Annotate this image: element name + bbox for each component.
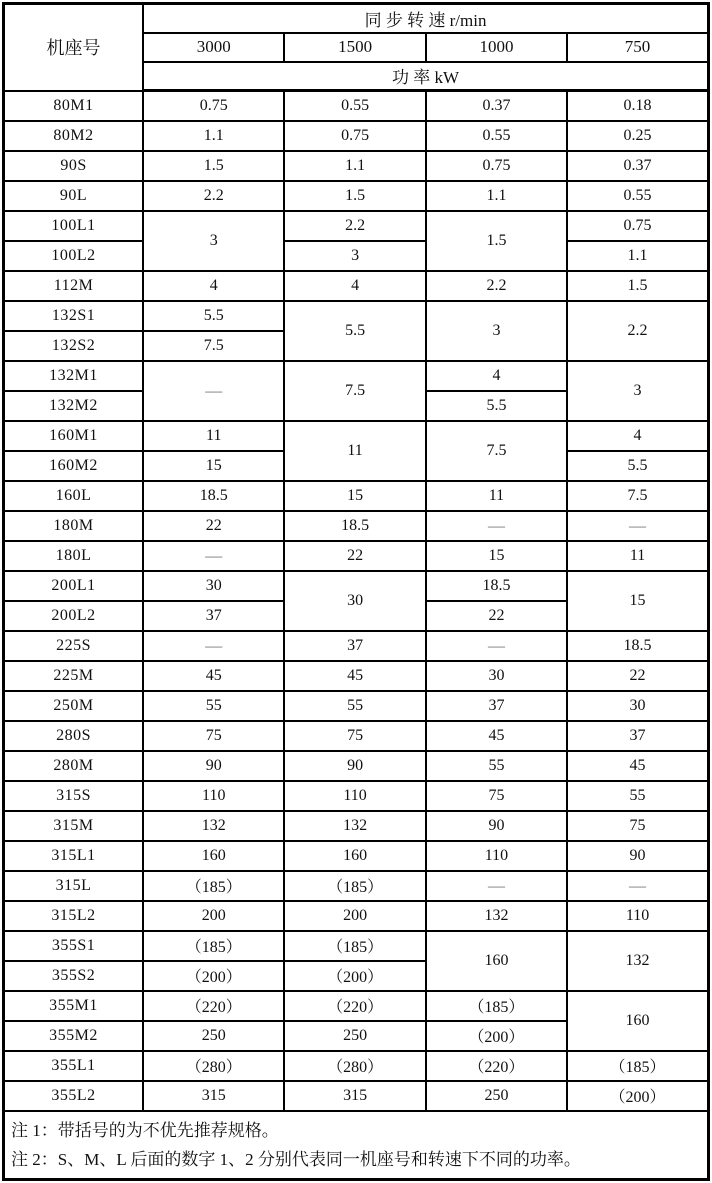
power-value-cell: 0.25 — [567, 121, 708, 151]
power-value-cell: — — [567, 871, 708, 901]
power-value-cell: 0.55 — [284, 91, 425, 121]
power-value-cell: 1.5 — [426, 211, 567, 271]
table-row — [4, 691, 709, 721]
power-value-cell: 250 — [426, 1081, 567, 1111]
power-value-cell: 110 — [426, 841, 567, 871]
power-value-cell: 110 — [567, 901, 708, 931]
power-value-cell: 315 — [143, 1081, 284, 1111]
power-value-cell: （200） — [567, 1081, 708, 1111]
power-value-cell: 55 — [284, 691, 425, 721]
power-value-cell: 37 — [143, 601, 284, 631]
table-row — [4, 361, 709, 391]
table-row — [4, 211, 709, 241]
power-value-cell: 75 — [426, 781, 567, 811]
power-value-cell: 0.75 — [567, 211, 708, 241]
frame-size-cell: 315S — [4, 781, 144, 811]
power-value-cell: （280） — [284, 1051, 425, 1081]
frame-size-cell: 90S — [4, 151, 144, 181]
power-value-cell: 0.37 — [567, 151, 708, 181]
power-value-cell: — — [426, 511, 567, 541]
power-value-cell: 3 — [284, 241, 425, 271]
power-value-cell: 315 — [284, 1081, 425, 1111]
power-value-cell: 1.1 — [426, 181, 567, 211]
power-value-cell: 160 — [567, 991, 708, 1051]
power-value-cell: 5.5 — [426, 391, 567, 421]
note-1: 注 1：带括号的为不优先推荐规格。 — [11, 1120, 279, 1140]
power-value-cell: — — [143, 631, 284, 661]
power-value-cell: 0.37 — [426, 91, 567, 121]
power-value-cell: 250 — [284, 1021, 425, 1051]
power-value-cell: 11 — [143, 421, 284, 451]
power-value-cell: 4 — [143, 271, 284, 301]
frame-size-cell: 100L2 — [4, 241, 144, 271]
frame-size-cell: 160L — [4, 481, 144, 511]
power-value-cell: 15 — [567, 571, 708, 631]
power-value-cell: 3 — [426, 301, 567, 361]
motor-power-rating-table — [2, 2, 710, 1181]
frame-size-cell: 160M1 — [4, 421, 144, 451]
frame-size-cell: 200L2 — [4, 601, 144, 631]
power-value-cell: 18.5 — [426, 571, 567, 601]
power-value-cell: 1.1 — [284, 151, 425, 181]
power-value-cell: 22 — [567, 661, 708, 691]
power-value-cell: 11 — [426, 481, 567, 511]
power-value-cell: 7.5 — [284, 361, 425, 421]
power-value-cell: 0.75 — [426, 151, 567, 181]
frame-size-cell: 225S — [4, 631, 144, 661]
table-row — [4, 751, 709, 781]
frame-size-cell: 355L1 — [4, 1051, 144, 1081]
frame-size-cell: 132M2 — [4, 391, 144, 421]
power-value-cell: 1.5 — [284, 181, 425, 211]
power-value-cell: 30 — [284, 571, 425, 631]
header-sync-speed: 同 步 转 速 r/min — [143, 4, 708, 33]
power-value-cell: — — [143, 361, 284, 421]
power-value-cell: — — [143, 541, 284, 571]
power-value-cell: 160 — [284, 841, 425, 871]
frame-size-cell: 355S2 — [4, 961, 144, 991]
power-value-cell: 11 — [567, 541, 708, 571]
table-body — [4, 91, 709, 1111]
power-value-cell: 11 — [284, 421, 425, 481]
power-value-cell: — — [426, 631, 567, 661]
power-value-cell: 30 — [143, 571, 284, 601]
table-row — [4, 901, 709, 931]
power-value-cell: 160 — [426, 931, 567, 991]
table-row — [4, 151, 709, 181]
table-row — [4, 241, 709, 271]
frame-size-cell: 132M1 — [4, 361, 144, 391]
frame-size-cell: 180L — [4, 541, 144, 571]
table-row — [4, 1051, 709, 1081]
frame-size-cell: 112M — [4, 271, 144, 301]
table-footer — [4, 1111, 709, 1180]
table-row — [4, 271, 709, 301]
power-value-cell: 45 — [567, 751, 708, 781]
power-value-cell: 110 — [284, 781, 425, 811]
power-value-cell: （185） — [567, 1051, 708, 1081]
power-value-cell: 1.1 — [143, 121, 284, 151]
power-value-cell: 200 — [143, 901, 284, 931]
power-value-cell: （185） — [426, 991, 567, 1021]
power-value-cell: 22 — [143, 511, 284, 541]
power-value-cell: 132 — [284, 811, 425, 841]
note-2: 注 2：S、M、L 后面的数字 1、2 分别代表同一机座号和转速下不同的功率。 — [11, 1149, 581, 1169]
power-value-cell: （200） — [284, 961, 425, 991]
power-value-cell: — — [426, 871, 567, 901]
power-value-cell: 37 — [284, 631, 425, 661]
power-value-cell: 37 — [426, 691, 567, 721]
power-value-cell: 18.5 — [567, 631, 708, 661]
power-value-cell: — — [567, 511, 708, 541]
power-value-cell: 18.5 — [284, 511, 425, 541]
power-value-cell: 5.5 — [567, 451, 708, 481]
power-value-cell: （220） — [426, 1051, 567, 1081]
power-value-cell: 75 — [143, 721, 284, 751]
power-value-cell: （200） — [426, 1021, 567, 1051]
header-speed-750: 750 — [567, 33, 708, 62]
power-value-cell: 3 — [567, 361, 708, 421]
frame-size-cell: 315L — [4, 871, 144, 901]
frame-size-cell: 180M — [4, 511, 144, 541]
table-row — [4, 991, 709, 1021]
frame-size-cell: 100L1 — [4, 211, 144, 241]
power-value-cell: 30 — [567, 691, 708, 721]
power-value-cell: 7.5 — [567, 481, 708, 511]
power-value-cell: 0.55 — [567, 181, 708, 211]
table-row — [4, 1081, 709, 1111]
table-row — [4, 871, 709, 901]
power-value-cell: 110 — [143, 781, 284, 811]
frame-size-cell: 355L2 — [4, 1081, 144, 1111]
power-value-cell: 90 — [143, 751, 284, 781]
power-value-cell: 5.5 — [284, 301, 425, 361]
frame-size-cell: 200L1 — [4, 571, 144, 601]
power-value-cell: 45 — [426, 721, 567, 751]
power-value-cell: 1.5 — [143, 151, 284, 181]
frame-size-cell: 315M — [4, 811, 144, 841]
power-value-cell: 132 — [426, 901, 567, 931]
table-row — [4, 91, 709, 121]
power-value-cell: 22 — [284, 541, 425, 571]
power-value-cell: 5.5 — [143, 301, 284, 331]
frame-size-cell: 225M — [4, 661, 144, 691]
power-value-cell: 45 — [284, 661, 425, 691]
power-value-cell: （200） — [143, 961, 284, 991]
table-row — [4, 421, 709, 451]
power-value-cell: 15 — [143, 451, 284, 481]
table-row — [4, 481, 709, 511]
frame-size-cell: 250M — [4, 691, 144, 721]
header-power-kw: 功 率 kW — [143, 62, 708, 91]
frame-size-cell: 132S2 — [4, 331, 144, 361]
frame-size-cell: 355S1 — [4, 931, 144, 961]
power-value-cell: 55 — [426, 751, 567, 781]
header-speed-1000: 1000 — [426, 33, 567, 62]
table-row — [4, 841, 709, 871]
table-row — [4, 781, 709, 811]
power-value-cell: （185） — [143, 871, 284, 901]
table-row — [4, 811, 709, 841]
power-value-cell: 0.18 — [567, 91, 708, 121]
frame-size-cell: 80M1 — [4, 91, 144, 121]
power-value-cell: （220） — [284, 991, 425, 1021]
power-value-cell: 15 — [284, 481, 425, 511]
power-value-cell: 250 — [143, 1021, 284, 1051]
notes-cell — [4, 1111, 709, 1180]
table-row — [4, 571, 709, 601]
power-value-cell: 4 — [567, 421, 708, 451]
table-row — [4, 631, 709, 661]
power-value-cell: 18.5 — [143, 481, 284, 511]
power-value-cell: 55 — [143, 691, 284, 721]
table-row — [4, 661, 709, 691]
frame-size-cell: 280M — [4, 751, 144, 781]
table-row — [4, 721, 709, 751]
power-value-cell: 2.2 — [284, 211, 425, 241]
power-value-cell: 0.75 — [284, 121, 425, 151]
power-value-cell: 160 — [143, 841, 284, 871]
power-value-cell: 45 — [143, 661, 284, 691]
frame-size-cell: 355M1 — [4, 991, 144, 1021]
power-value-cell: （220） — [143, 991, 284, 1021]
power-value-cell: 4 — [284, 271, 425, 301]
header-speed-1500: 1500 — [284, 33, 425, 62]
frame-size-cell: 90L — [4, 181, 144, 211]
power-value-cell: （185） — [284, 931, 425, 961]
power-value-cell: 4 — [426, 361, 567, 391]
table-row — [4, 511, 709, 541]
table-header — [4, 4, 709, 91]
power-value-cell: （185） — [143, 931, 284, 961]
table-row — [4, 181, 709, 211]
power-value-cell: 55 — [567, 781, 708, 811]
power-value-cell: 7.5 — [426, 421, 567, 481]
notes-row — [4, 1111, 709, 1180]
power-value-cell: 7.5 — [143, 331, 284, 361]
frame-size-cell: 132S1 — [4, 301, 144, 331]
header-speed-3000: 3000 — [143, 33, 284, 62]
power-value-cell: 3 — [143, 211, 284, 271]
power-value-cell: 132 — [567, 931, 708, 991]
power-value-cell: 1.1 — [567, 241, 708, 271]
power-value-cell: 75 — [284, 721, 425, 751]
power-value-cell: 90 — [284, 751, 425, 781]
frame-size-cell: 355M2 — [4, 1021, 144, 1051]
header-row-speed-title — [4, 4, 709, 33]
power-value-cell: 22 — [426, 601, 567, 631]
table-row — [4, 541, 709, 571]
power-value-cell: 75 — [567, 811, 708, 841]
header-frame-size: 机座号 — [4, 4, 144, 91]
frame-size-cell: 315L2 — [4, 901, 144, 931]
power-value-cell: 0.75 — [143, 91, 284, 121]
power-value-cell: 37 — [567, 721, 708, 751]
power-value-cell: 132 — [143, 811, 284, 841]
power-value-cell: （185） — [284, 871, 425, 901]
power-value-cell: 0.55 — [426, 121, 567, 151]
power-value-cell: 15 — [426, 541, 567, 571]
table-row — [4, 301, 709, 331]
power-value-cell: 1.5 — [567, 271, 708, 301]
table-row — [4, 931, 709, 961]
power-value-cell: 2.2 — [426, 271, 567, 301]
power-value-cell: 200 — [284, 901, 425, 931]
power-value-cell: （280） — [143, 1051, 284, 1081]
frame-size-cell: 280S — [4, 721, 144, 751]
power-value-cell: 30 — [426, 661, 567, 691]
frame-size-cell: 315L1 — [4, 841, 144, 871]
frame-size-cell: 160M2 — [4, 451, 144, 481]
power-value-cell: 2.2 — [143, 181, 284, 211]
power-value-cell: 2.2 — [567, 301, 708, 361]
power-value-cell: 90 — [426, 811, 567, 841]
table-row — [4, 121, 709, 151]
power-value-cell: 90 — [567, 841, 708, 871]
frame-size-cell: 80M2 — [4, 121, 144, 151]
